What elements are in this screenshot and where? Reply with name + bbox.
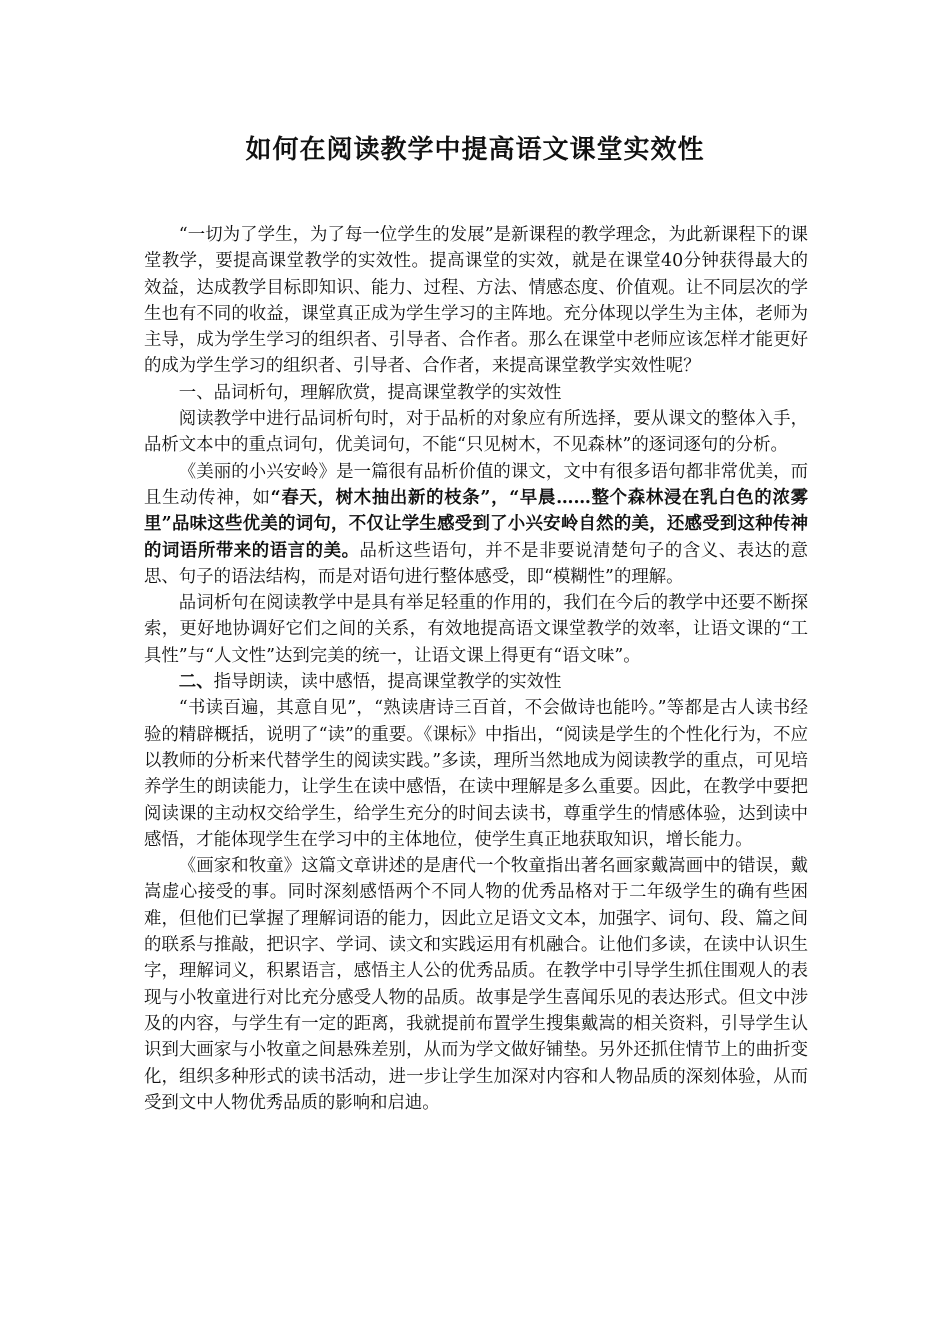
- paragraph-reading-aloud: “书读百遍，其意自见”，“熟读唐诗三百首，不会做诗也能吟。”等都是古人读书经验的精辟概括，说明了“读”的重要。《课标》中指出，“阅读是学生的个性化行为，不应以教师的分析来代替学生的阅读实践。”多读，理所当然地成为阅读教学的重点，可见培养学生的朗读能力，让学生在读中感悟，在读中理解是多么重要。因此，在教学中要把阅读课的主动权交给学生，给学生充分的时间去读书，尊重学生的情感体验，达到读中感悟，才能体现学生在学习中的主体地位，使学生真正地获取知识，增长能力。: [144, 698, 808, 850]
- paragraph-intro: “一切为了学生，为了每一位学生的发展”是新课程的教学理念，为此新课程下的课堂教学，要提高课堂教学的实效性。提高课堂的实效，就是在课堂40分钟获得最大的效益，达成教学目标即知识、能力、过程、方法、情感态度、价值观。让不同层次的学生也有不同的收益，课堂真正成为学生学习的主阵地。充分体现以学生为主体，老师为主导，成为学生学习的组织者、引导者、合作者。那么在课堂中老师应该怎样才能更好的成为学生学习的组织者、引导者、合作者，来提高课堂教学实效性呢？: [144, 225, 808, 377]
- section-heading-1: 一、品词析句，理解欣赏，提高课堂教学的实效性: [178, 382, 562, 403]
- section-heading-2: [144, 669, 808, 695]
- paragraph-section1-intro: 阅读教学中进行品词析句时，对于品析的对象应有所选择，要从课文的整体入手，品析文本中的重点词句，优美词句，不能“只见树木，不见森林”的逐词逐句的分析。: [144, 409, 808, 456]
- section-number: 二、: [178, 672, 214, 693]
- paragraph-text: 品析这些语句，并不是非要说清楚句子的含义、表达的意思、句子的语法结构，而是对语句进行整体感受，即“模糊性”的理解。: [144, 540, 808, 587]
- section-heading-text: 指导朗读，读中感悟，提高课堂教学的实效性: [213, 672, 562, 693]
- bold-quote-text: “春天，树木抽出新的枝条”，“早晨……整个森林浸在乳白色的浓雾里”品味这些优美的词句，不仅让学生感受到了小兴安岭自然的美，还感受到这种传神的词语所带来的语言的美。: [144, 487, 808, 561]
- paragraph-xiaoxinganling: [144, 459, 808, 590]
- paragraph-text: 《美丽的小兴安岭》是一篇很有品析价值的课文，文中有很多语句都非常优美，而且生动传神，如: [144, 461, 808, 508]
- document-body: [144, 222, 808, 1116]
- paragraph-section1-summary: 品词析句在阅读教学中是具有举足轻重的作用的，我们在今后的教学中还要不断探索，更好地协调好它们之间的关系，有效地提高语文课堂教学的效率，让语文课的“工具性”与“人文性”达到完美的统一，让语文课上得更有“语文味”。: [144, 593, 808, 666]
- paragraph-painter-and-shepherd: 《画家和牧童》这篇文章讲述的是唐代一个牧童指出著名画家戴嵩画中的错误，戴嵩虚心接受的事。同时深刻感悟两个不同人物的优秀品格对于二年级学生的确有些困难，但他们已掌握了理解词语的能力，因此立足语文文本，加强字、词句、段、篇之间的联系与推敲，把识字、学词、读文和实践运用有机融合。让他们多读，在读中认识生字，理解词义，积累语言，感悟主人公的优秀品质。在教学中引导学生抓住围观人的表现与小牧童进行对比充分感受人物的品质。故事是学生喜闻乐见的表达形式。但文中涉及的内容，与学生有一定的距离，我就提前布置学生搜集戴嵩的相关资料，引导学生认识到大画家与小牧童之间悬殊差别，从而为学文做好铺垫。另外还抓住情节上的曲折变化，组织多种形式的读书活动，进一步让学生加深对内容和人物品质的深刻体验，从而受到文中人物优秀品质的影响和启迪。: [144, 856, 808, 1113]
- document-title: 如何在阅读教学中提高语文课堂实效性: [245, 135, 705, 165]
